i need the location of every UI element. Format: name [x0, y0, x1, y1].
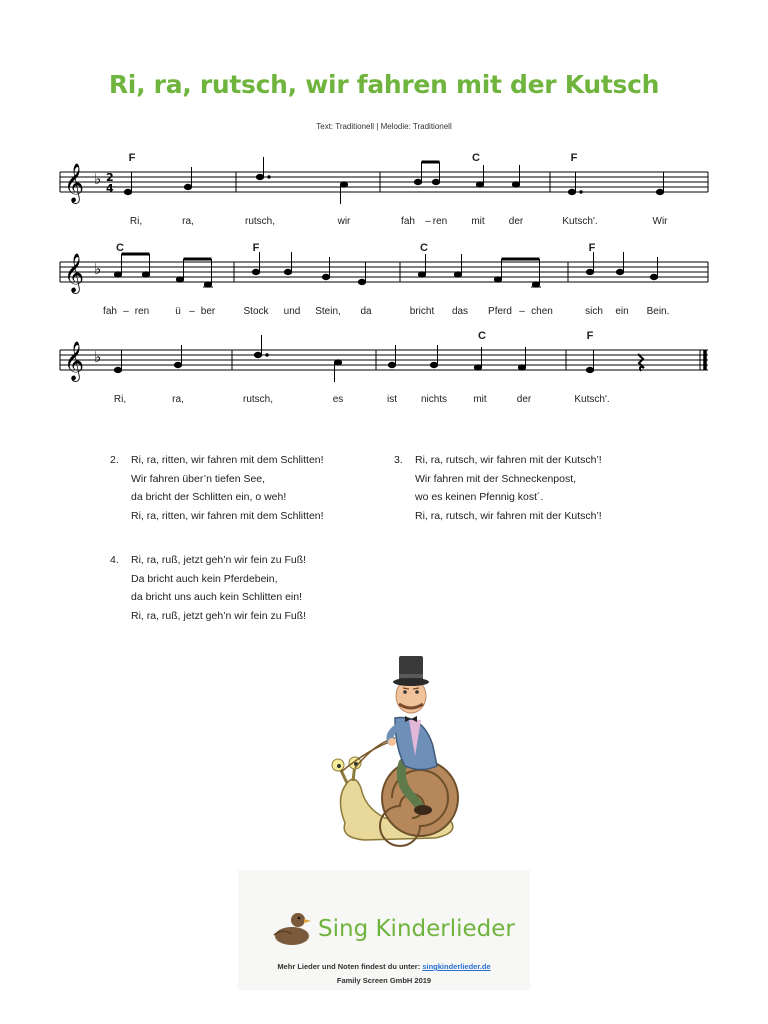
lyric-syllable: ra,	[182, 216, 194, 227]
svg-text:4: 4	[106, 182, 114, 195]
lyric-syllable: da	[360, 306, 372, 317]
music-system-1	[60, 150, 712, 240]
staff-2-notation	[60, 240, 712, 310]
chord-symbol: C	[116, 242, 124, 254]
verse-line: Ri, ra, rutsch, wir fahren mit der Kutsch’!	[415, 509, 602, 522]
lyric-syllable: es	[332, 394, 344, 405]
music-system-2	[60, 240, 712, 330]
snail-rider-illustration	[325, 648, 465, 853]
lyric-syllable: rutsch,	[244, 216, 276, 227]
lyric-syllable: Kutsch'.	[562, 216, 598, 227]
lyric-syllable: fah	[103, 306, 117, 317]
website-link[interactable]: singkinderlieder.de	[422, 962, 491, 971]
lyric-syllable: ra,	[172, 394, 184, 405]
page-title: Ri, ra, rutsch, wir fahren mit der Kutsch	[108, 70, 660, 99]
brand-logo-text: Sing Kinderlieder	[318, 916, 515, 942]
verse-line: Ri, ra, rutsch, wir fahren mit der Kutsch’!	[415, 454, 602, 466]
chord-symbol: F	[586, 330, 594, 342]
lyric-syllable: –	[123, 306, 129, 317]
verse-line: Ri, ra, ritten, wir fahren mit dem Schlitten!	[131, 509, 324, 522]
lyric-syllable: ist	[387, 394, 397, 405]
lyric-syllable: chen	[531, 306, 553, 317]
staff-1-notation	[60, 150, 712, 220]
lyric-syllable: –	[519, 306, 525, 317]
svg-text:♭: ♭	[94, 348, 102, 366]
svg-text:♭: ♭	[94, 260, 102, 278]
svg-text:𝄞: 𝄞	[64, 163, 85, 203]
verse-number: 2.	[110, 454, 119, 466]
verse-number: 4.	[110, 554, 119, 566]
verse-line: Ri, ra, ritten, wir fahren mit dem Schlitten!	[131, 454, 324, 466]
verse-line: Ri, ra, ruß, jetzt geh’n wir fein zu Fuß!	[131, 609, 307, 622]
song-credits: Text: Traditionell | Melodie: Traditionell	[316, 122, 452, 131]
verse-line: wo es keinen Pfennig kost´.	[415, 491, 544, 503]
verse-number: 3.	[394, 454, 403, 466]
music-system-3	[60, 328, 712, 418]
chord-symbol: F	[128, 152, 136, 164]
chord-symbol: C	[478, 330, 486, 342]
lyric-syllable: ü	[175, 306, 181, 317]
verse-line: Wir fahren über’n tiefen See,	[131, 472, 266, 485]
svg-text:𝄞: 𝄞	[64, 253, 85, 293]
verse-line: da bricht uns auch kein Schlitten ein!	[131, 591, 303, 603]
lyric-syllable: –	[189, 306, 195, 317]
staff-3-notation	[60, 328, 712, 398]
lyric-syllable: ren	[134, 306, 150, 317]
verse-line: Wir fahren mit der Schneckenpost,	[415, 472, 577, 485]
footer-more-text: Mehr Lieder und Noten findest du unter:	[277, 962, 421, 971]
lyric-syllable: Wir	[652, 216, 668, 227]
chord-symbol: F	[588, 242, 596, 254]
svg-text:𝄞: 𝄞	[64, 341, 85, 381]
chord-symbol: C	[472, 152, 480, 164]
svg-text:2: 2	[106, 171, 114, 184]
lyric-syllable: ber	[200, 306, 216, 317]
lyric-syllable: bricht	[409, 306, 435, 317]
chord-symbol: F	[570, 152, 578, 164]
lyric-syllable: und	[283, 306, 301, 317]
verse-line: Ri, ra, ruß, jetzt geh’n wir fein zu Fuß!	[131, 554, 307, 566]
lyric-syllable: mit	[473, 394, 487, 405]
lyric-syllable: rutsch,	[242, 394, 274, 405]
footer-copyright: Family Screen GmbH 2019	[336, 976, 432, 985]
chord-symbol: C	[420, 242, 428, 254]
lyric-syllable: mit	[471, 216, 485, 227]
lyric-syllable: Bein.	[646, 306, 670, 317]
chord-symbol: F	[252, 242, 260, 254]
lyric-syllable: Ri,	[113, 394, 127, 405]
lyric-syllable: –	[425, 216, 431, 227]
verse-line: da bricht der Schlitten ein, o weh!	[131, 491, 287, 503]
lyric-syllable: Stein,	[315, 306, 341, 317]
lyric-syllable: das	[451, 306, 469, 317]
lyric-syllable: Kutsch'.	[574, 394, 610, 405]
lyric-syllable: ren	[432, 216, 448, 227]
lyric-syllable: nichts	[420, 394, 448, 405]
verse-line: Da bricht auch kein Pferdebein,	[131, 572, 278, 585]
lyric-syllable: Ri,	[129, 216, 143, 227]
lyric-syllable: Stock	[243, 306, 269, 317]
lyric-syllable: der	[508, 216, 524, 227]
lyric-syllable: fah	[401, 216, 415, 227]
footer-more-line	[238, 962, 530, 971]
duck-icon	[268, 908, 312, 948]
svg-text:♭: ♭	[94, 170, 102, 188]
lyric-syllable: sich	[585, 306, 603, 317]
lyric-syllable: wir	[337, 216, 351, 227]
lyric-syllable: Pferd	[488, 306, 512, 317]
lyric-syllable: ein	[615, 306, 629, 317]
lyric-syllable: der	[516, 394, 532, 405]
